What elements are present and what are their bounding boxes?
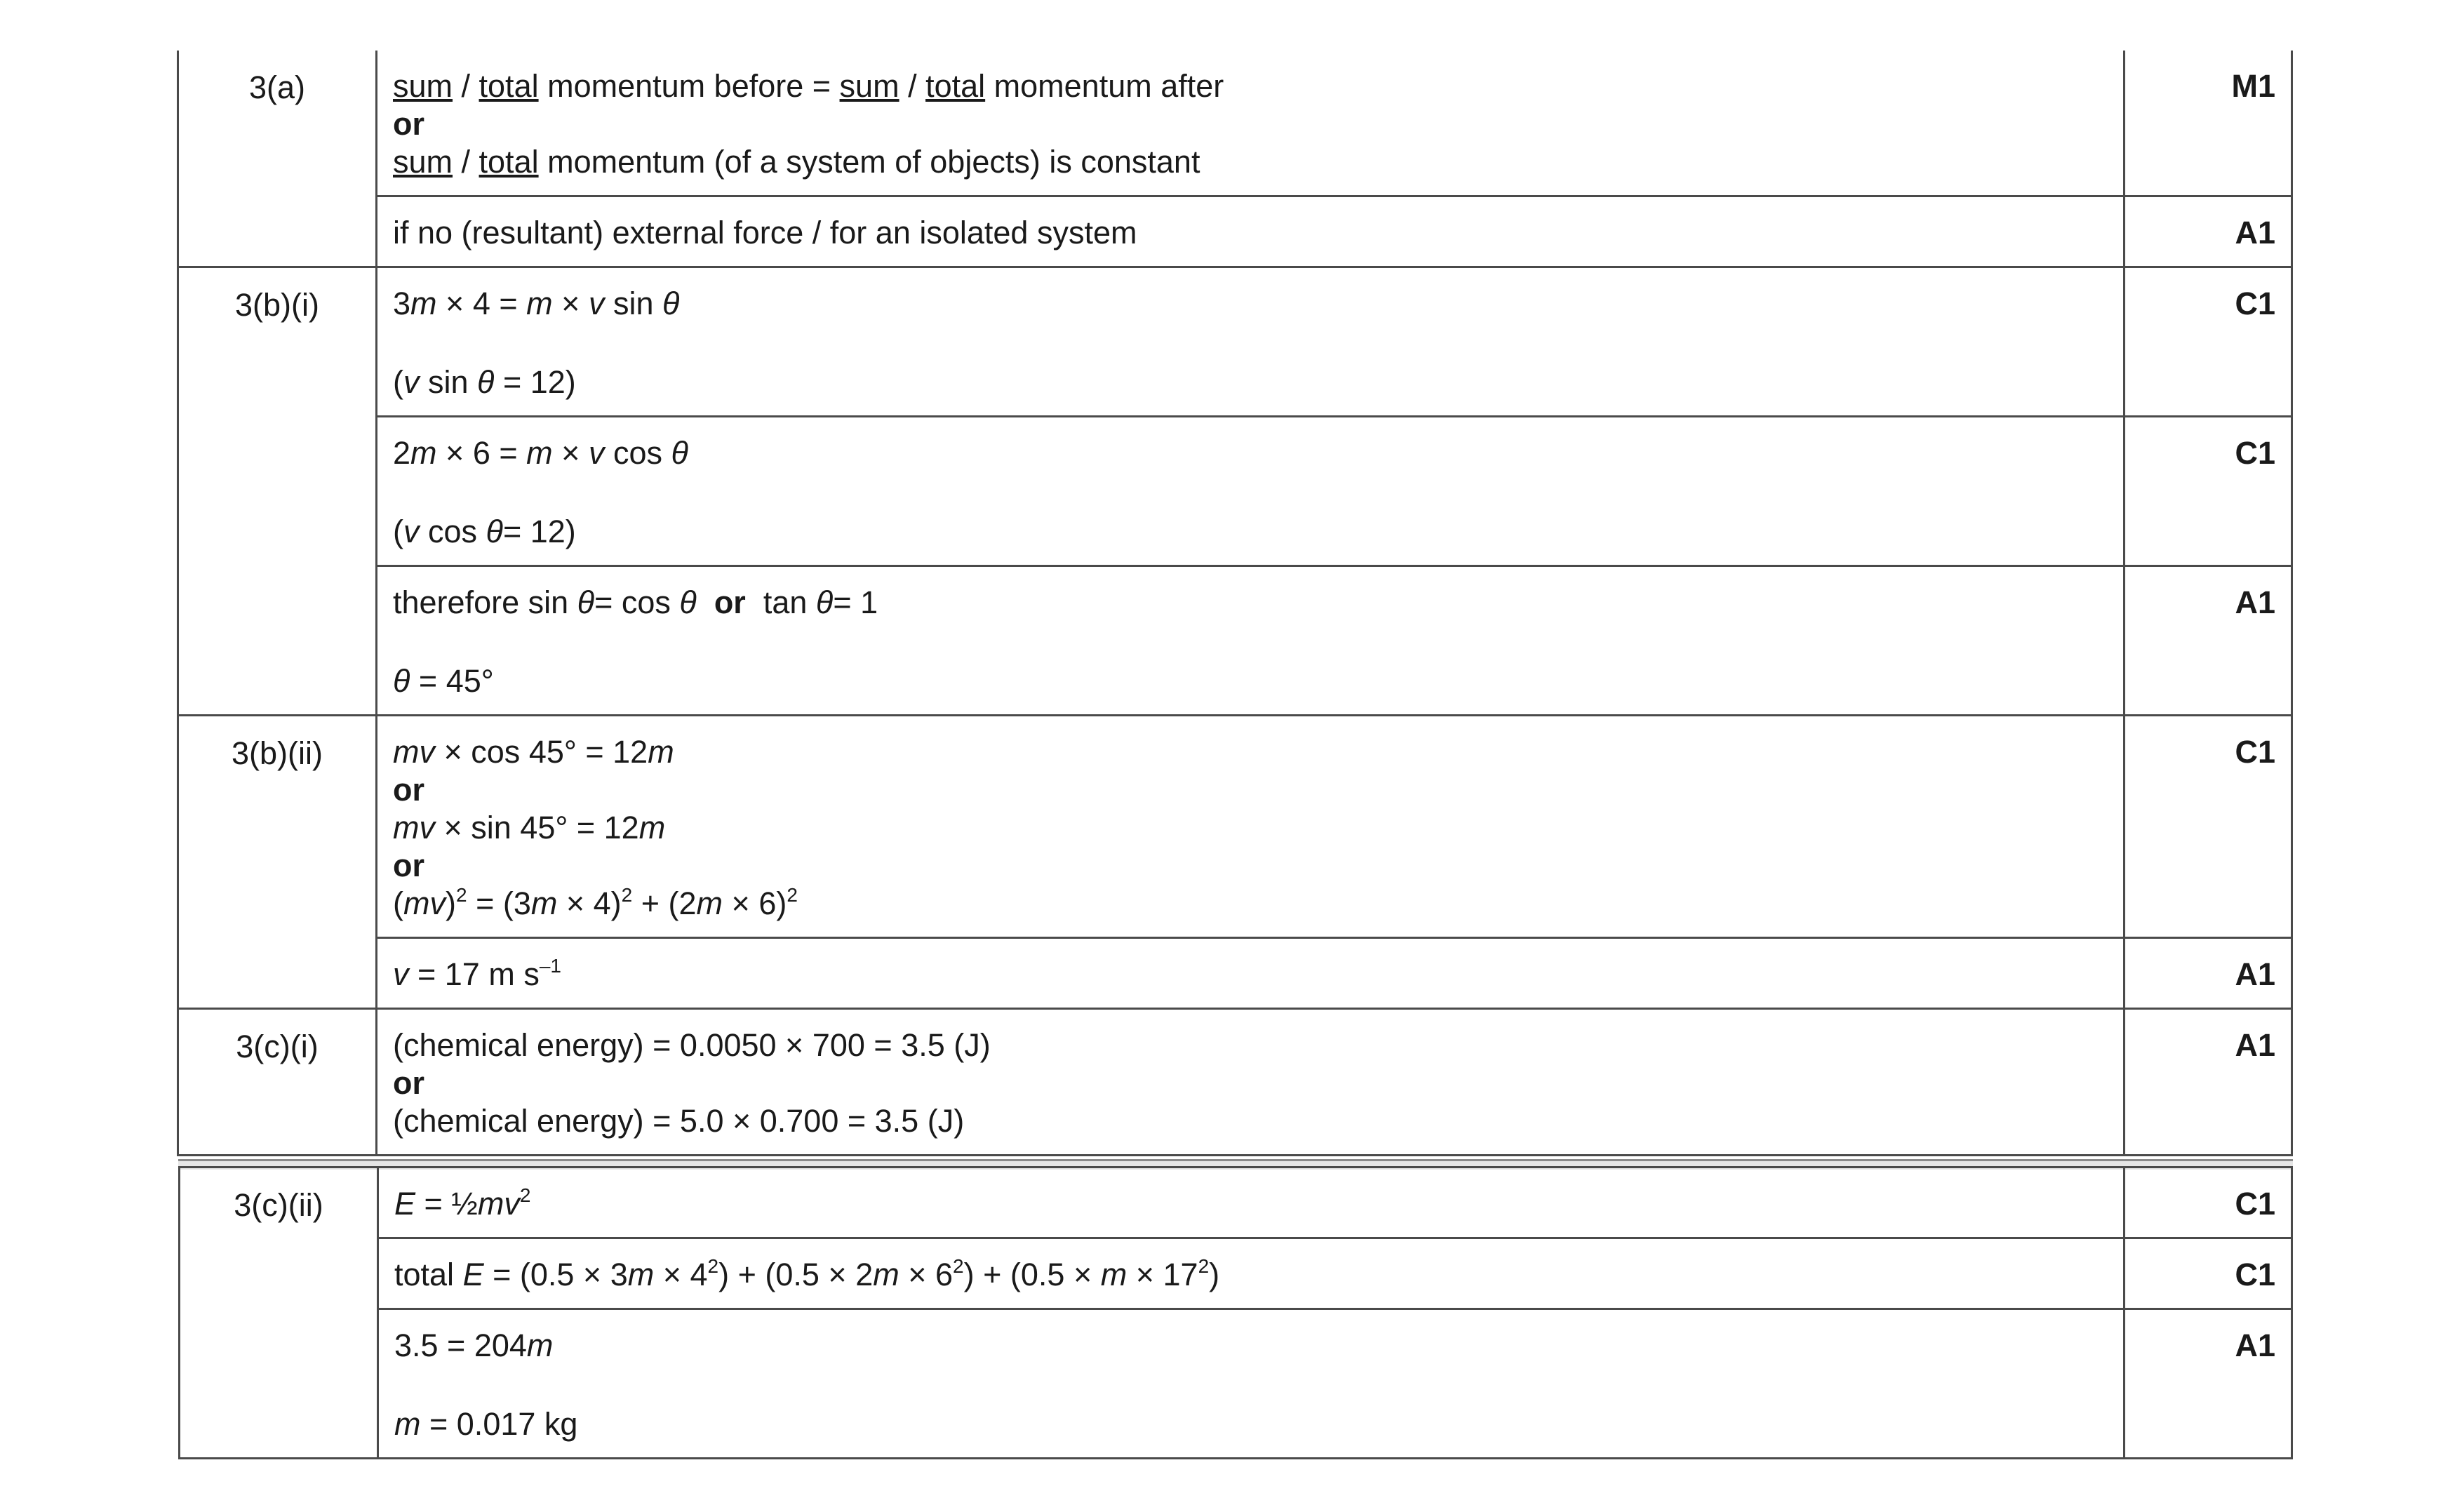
question-number: 3(c)(i): [178, 1009, 377, 1156]
answer-cell: $E = \frac{1}{2}mv^2$: [378, 1168, 2125, 1238]
mark-cell: A1: [2125, 1309, 2292, 1459]
answer-cell: v = 17 m $s^{-1}$: [377, 938, 2125, 1009]
mark-cell: A1: [2125, 1009, 2292, 1156]
answer-cell: if no (resultant) external force / for an isolated system: [377, 196, 2125, 267]
question-number: 3(b)(i): [178, 267, 377, 716]
mark-cell: A1: [2125, 566, 2292, 716]
table-row: [180, 1309, 2292, 1459]
mark-cell: C1: [2125, 716, 2292, 938]
table-row: [178, 716, 2292, 938]
table-row: [178, 566, 2292, 716]
mark-cell: C1: [2125, 1238, 2292, 1309]
answer-cell: mv × cos 45° = 12m or mv × sin 45° = 12m or $(mv)^2 = (3m \times 4)^2 + (2m \times 6)^2$: [377, 716, 2125, 938]
table-row: [178, 267, 2292, 417]
table-row: [180, 1238, 2292, 1309]
mark-scheme-table-upper: [177, 51, 2293, 1156]
mark-cell: C1: [2125, 1168, 2292, 1238]
table-row: [178, 938, 2292, 1009]
mark-cell: A1: [2125, 938, 2292, 1009]
answer-cell: total $E = (0.5 \times 3m \times 4^2) + (0.5 \times 2m \times 6^2) + (0.5 \times m \times 17^2)$: [378, 1238, 2125, 1309]
mark-cell: C1: [2125, 417, 2292, 566]
table-row: [178, 51, 2292, 196]
answer-cell: (chemical energy) = 0.0050 × 700 = 3.5 (J) or (chemical energy) = 5.0 × 0.700 = 3.5 (J): [377, 1009, 2125, 1156]
mark-scheme-table-lower: [178, 1166, 2293, 1459]
answer-cell: sum / total momentum before = sum / total momentum after or sum / total momentum (of a system of objects) is constant: [377, 51, 2125, 196]
question-number: 3(b)(ii): [178, 716, 377, 1009]
answer-cell: therefore sin θ= cos θ or tan θ= 1 θ = 45°: [377, 566, 2125, 716]
question-number: 3(a): [178, 51, 377, 267]
answer-cell: 3m × 4 = m × v sin θ (v sin θ = 12): [377, 267, 2125, 417]
question-number: 3(c)(ii): [180, 1168, 378, 1459]
mark-cell: M1: [2125, 51, 2292, 196]
table-row: [178, 196, 2292, 267]
table-row: [178, 1009, 2292, 1156]
mark-cell: A1: [2125, 196, 2292, 267]
answer-cell: 3.5 = 204m m = 0.017 kg: [378, 1309, 2125, 1459]
mark-cell: C1: [2125, 267, 2292, 417]
table-row: [180, 1168, 2292, 1238]
table-row: [178, 417, 2292, 566]
answer-cell: 2m × 6 = m × v cos θ (v cos θ= 12): [377, 417, 2125, 566]
